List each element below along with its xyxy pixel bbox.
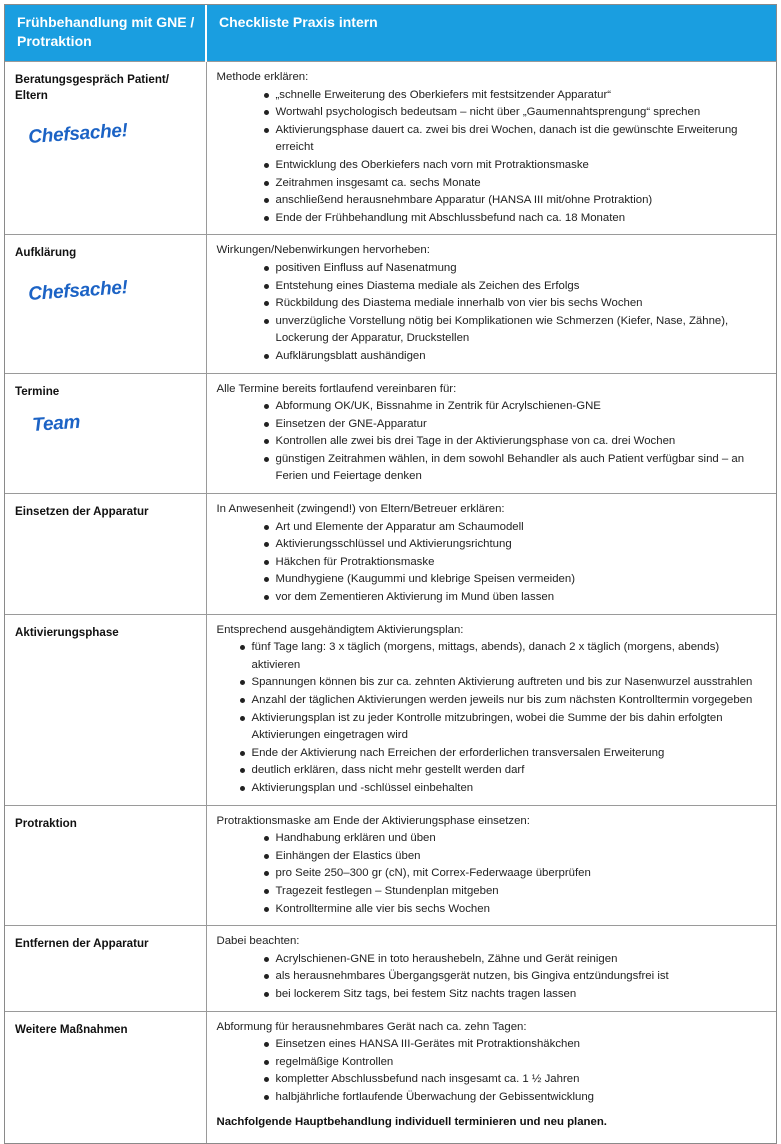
bullet-item: regelmäßige Kontrollen [264,1054,769,1072]
bullet-item: günstigen Zeitrahmen wählen, in dem sowohl Behandler als auch Patient verfügbar sind – an Ferien und Feiertage denken [264,451,769,486]
row-outro: Nachfolgende Hauptbehandlung individuell terminieren und neu planen. [216,1116,607,1129]
bullet-item: fünf Tage lang: 3 x täglich (morgens, mittags, abends), danach 2 x täglich (morgens, abends) aktivieren [240,639,769,674]
bullet-list [217,639,769,797]
bullet-item: Aufklärungsblatt aushändigen [264,348,769,366]
row-intro: Protraktionsmaske am Ende der Aktivierungsphase einsetzen: [216,814,530,827]
row-content-cell [206,614,776,805]
row-label: Termine [15,384,60,398]
bullet-item: Abformung OK/UK, Bissnahme in Zentrik für Acrylschienen-GNE [264,398,769,416]
bullet-item: Aktivierungsschlüssel und Aktivierungsrichtung [264,536,769,554]
bullet-item: bei lockerem Sitz tags, bei festem Sitz nachts tragen lassen [264,986,769,1004]
row-beratungsgespraech [5,62,776,235]
row-label-cell [5,235,206,373]
row-label-cell [5,926,206,1011]
bullet-item: Tragezeit festlegen – Stundenplan mitgeben [264,883,769,901]
bullet-list [217,951,769,1004]
bullet-item: anschließend herausnehmbare Apparatur (HANSA III mit/ohne Protraktion) [264,192,769,210]
checklist-sheet [4,4,777,1144]
bullet-item: Ende der Aktivierung nach Erreichen der erforderlichen transversalen Erweiterung [240,745,769,763]
bullet-item: Spannungen können bis zur ca. zehnten Aktivierung auftreten und bis zur Nasenwurzel ausstrahlen [240,674,769,692]
bullet-list [217,519,769,607]
row-label-cell [5,62,206,235]
row-aktivierungsphase [5,614,776,805]
row-content-cell [206,373,776,494]
row-label-cell [5,494,206,615]
bullet-list [217,260,769,366]
row-label-cell [5,373,206,494]
bullet-item: halbjährliche fortlaufende Überwachung der Gebissentwicklung [264,1089,769,1107]
row-label: Aufklärung [15,246,77,260]
row-weitere-massnahmen [5,1011,776,1143]
row-content-cell [206,494,776,615]
bullet-item: Acrylschienen-GNE in toto heraushebeln, Zähne und Gerät reinigen [264,951,769,969]
bullet-item: pro Seite 250–300 gr (cN), mit Correx-Federwaage überprüfen [264,865,769,883]
bullet-list [217,1036,769,1106]
bullet-item: Wortwahl psychologisch bedeutsam – nicht über „Gaumennahtsprengung“ sprechen [264,104,769,122]
bullet-item: Aktivierungsplan ist zu jeder Kontrolle mitzubringen, wobei die Summe der bis dahin erfolgten Aktivierungen eingetragen wird [240,710,769,745]
row-intro: Entsprechend ausgehändigtem Aktivierungsplan: [216,623,464,636]
bullet-item: Handhabung erklären und üben [264,830,769,848]
bullet-item: Aktivierungsphase dauert ca. zwei bis drei Wochen, danach ist die gewünschte Erweiterung erreicht [264,122,769,157]
bullet-item: Einsetzen der GNE-Apparatur [264,416,769,434]
bullet-item: vor dem Zementieren Aktivierung im Mund üben lassen [264,589,769,607]
row-label: Weitere Maßnahmen [15,1022,128,1036]
bullet-item: Art und Elemente der Apparatur am Schaumodell [264,519,769,537]
header-row [5,5,776,62]
row-intro: Methode erklären: [216,71,309,83]
bullet-item: Einsetzen eines HANSA III-Gerätes mit Protraktionshäkchen [264,1036,769,1054]
row-label: Entfernen der Apparatur [15,937,149,951]
bullet-item: positiven Einfluss auf Nasenatmung [264,260,769,278]
row-intro: Abformung für herausnehmbares Gerät nach ca. zehn Tagen: [216,1020,527,1033]
row-label-cell [5,805,206,926]
row-content-cell [206,926,776,1011]
row-einsetzen [5,494,776,615]
bullet-item: kompletter Abschlussbefund nach insgesamt ca. 1 ½ Jahren [264,1071,769,1089]
row-label: Aktivierungsphase [15,625,119,639]
row-content-cell [206,1011,776,1143]
bullet-item: Entstehung eines Diastema mediale als Zeichen des Erfolgs [264,278,769,296]
row-entfernen [5,926,776,1011]
row-label: Protraktion [15,816,77,830]
row-content-cell [206,805,776,926]
bullet-item: Kontrolltermine alle vier bis sechs Wochen [264,901,769,919]
row-label-cell [5,614,206,805]
header-title-right: Checkliste Praxis intern [206,5,776,62]
row-content-cell [206,235,776,373]
row-intro: Dabei beachten: [216,935,300,948]
row-label: Beratungsgespräch Patient/ Eltern [15,73,169,102]
bullet-item: Aktivierungsplan und -schlüssel einbehalten [240,780,769,798]
bullet-item: Rückbildung des Diastema mediale innerhalb von vier bis sechs Wochen [264,295,769,313]
bullet-item: unverzügliche Vorstellung nötig bei Komplikationen wie Schmerzen (Kiefer, Nase, Zähne), Lockerung der Apparatur, Druckstellen [264,313,769,348]
bullet-item: Mundhygiene (Kaugummi und klebrige Speisen vermeiden) [264,571,769,589]
bullet-item: Einhängen der Elastics üben [264,848,769,866]
bullet-item: Kontrollen alle zwei bis drei Tage in der Aktivierungsphase von ca. drei Wochen [264,433,769,451]
bullet-item: „schnelle Erweiterung des Oberkiefers mit festsitzender Apparatur“ [264,87,769,105]
chefsache-tag: Chefsache! [27,277,129,306]
row-label: Einsetzen der Apparatur [15,505,149,519]
bullet-list [217,830,769,918]
bullet-item: Anzahl der täglichen Aktivierungen werden jeweils nur bis zum nächsten Kontrolltermin vorgegeben [240,692,769,710]
chefsache-tag: Chefsache! [27,120,129,148]
row-content-cell [206,62,776,235]
row-termine [5,373,776,494]
bullet-item: Ende der Frühbehandlung mit Abschlussbefund nach ca. 18 Monaten [264,210,769,228]
header-title-left: Frühbehandlung mit GNE / Protraktion [5,5,206,62]
bullet-item: Zeitrahmen insgesamt ca. sechs Monate [264,175,769,193]
team-tag: Team [31,411,81,436]
checklist-table [5,5,776,1143]
bullet-list [217,398,769,486]
row-aufklaerung [5,235,776,373]
row-intro: Alle Termine bereits fortlaufend vereinbaren für: [216,382,457,395]
bullet-item: deutlich erklären, dass nicht mehr gestellt werden darf [240,762,769,780]
bullet-item: Entwicklung des Oberkiefers nach vorn mit Protraktionsmaske [264,157,769,175]
bullet-item: Häkchen für Protraktionsmaske [264,554,769,572]
row-intro: In Anwesenheit (zwingend!) von Eltern/Betreuer erklären: [216,503,505,516]
row-intro: Wirkungen/Nebenwirkungen hervorheben: [216,244,430,257]
row-protraktion [5,805,776,926]
bullet-list [217,87,769,228]
bullet-item: als herausnehmbares Übergangsgerät nutzen, bis Gingiva entzündungsfrei ist [264,968,769,986]
row-label-cell [5,1011,206,1143]
